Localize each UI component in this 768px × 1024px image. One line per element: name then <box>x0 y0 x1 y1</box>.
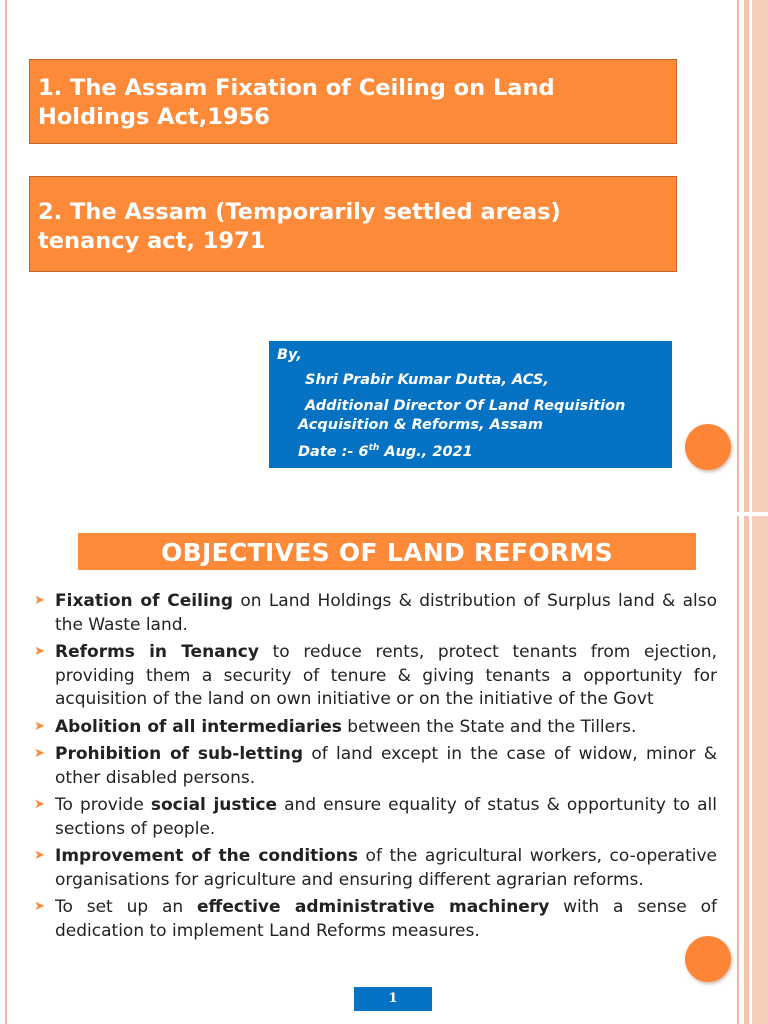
objective-text: on Land Holdings & distribution of Surplus land & also the Waste land. <box>55 591 717 635</box>
date-suffix-sup: th <box>368 443 380 453</box>
author-date <box>298 443 473 460</box>
objective-bold: Abolition of all intermediaries <box>55 716 342 737</box>
objective-text: with a sense of dedication to implement Land Reforms measures. <box>55 897 717 941</box>
objective-item <box>34 794 717 841</box>
objective-bold: Fixation of Ceiling <box>55 591 234 611</box>
objective-text: between the State and the Tillers. <box>341 716 637 737</box>
author-designation-line2: Acquisition & Reforms, Assam <box>298 417 543 433</box>
objective-item <box>34 716 717 740</box>
objective-bold: Reforms in Tenancy <box>55 642 259 662</box>
arrow-bullet-icon: ➤ <box>34 746 45 761</box>
page-number: 1 <box>354 987 432 1011</box>
objective-bold: social justice <box>150 795 278 815</box>
act-title-1-line2: Holdings Act,1956 <box>38 104 270 130</box>
objective-text: of land except in the case of widow, minor & other disabled persons. <box>55 744 717 788</box>
objective-item <box>34 743 717 790</box>
objective-text: to reduce rents, protect tenants from ejection, providing them a security of tenure & giving tenants a opportunity for acquisition of the land on own initiative or on the initiative of the Govt <box>55 642 717 709</box>
decorative-circle-bottom <box>685 936 731 982</box>
arrow-bullet-icon: ➤ <box>34 848 45 863</box>
left-border-line <box>5 0 7 1024</box>
date-prefix: Date :- 6 <box>298 443 369 460</box>
objective-text: of the agricultural workers, co-operative organisations for agriculture and ensuring different agrarian reforms. <box>55 846 718 890</box>
objectives-heading: OBJECTIVES OF LAND REFORMS <box>78 533 696 570</box>
objective-item <box>34 845 717 892</box>
objective-bold: Prohibition of sub-letting <box>55 744 304 764</box>
arrow-bullet-icon: ➤ <box>34 593 45 608</box>
arrow-bullet-icon: ➤ <box>34 718 45 734</box>
decorative-circle-top <box>685 424 731 470</box>
objective-text: and ensure equality of status & opportunity to all sections of people. <box>55 795 717 839</box>
act-title-box-2 <box>29 176 677 272</box>
arrow-bullet-icon: ➤ <box>34 797 45 812</box>
right-border-gap <box>737 512 768 516</box>
objective-bold: Improvement of the conditions <box>55 846 359 866</box>
act-title-1-line1: 1. The Assam Fixation of Ceiling on Land <box>38 75 555 101</box>
author-designation-line1: Additional Director Of Land Requisition <box>305 398 626 414</box>
arrow-bullet-icon: ➤ <box>34 644 45 659</box>
author-name: Shri Prabir Kumar Dutta, ACS, <box>305 372 549 388</box>
objective-item <box>34 641 717 712</box>
date-suffix: Aug., 2021 <box>379 443 473 460</box>
author-by: By, <box>277 347 302 363</box>
objective-item <box>34 896 717 943</box>
objective-item <box>34 590 717 637</box>
objective-bold: effective administrative machinery <box>197 897 550 917</box>
act-title-2-line1: 2. The Assam (Temporarily settled areas) <box>38 199 561 225</box>
act-title-box-1 <box>29 59 677 144</box>
act-title-2-line2: tenancy act, 1971 <box>38 228 266 254</box>
objective-text: To set up an <box>55 897 198 917</box>
author-box <box>269 341 672 468</box>
objectives-list <box>34 590 717 947</box>
arrow-bullet-icon: ➤ <box>34 899 45 914</box>
objective-text: To provide <box>55 795 151 815</box>
